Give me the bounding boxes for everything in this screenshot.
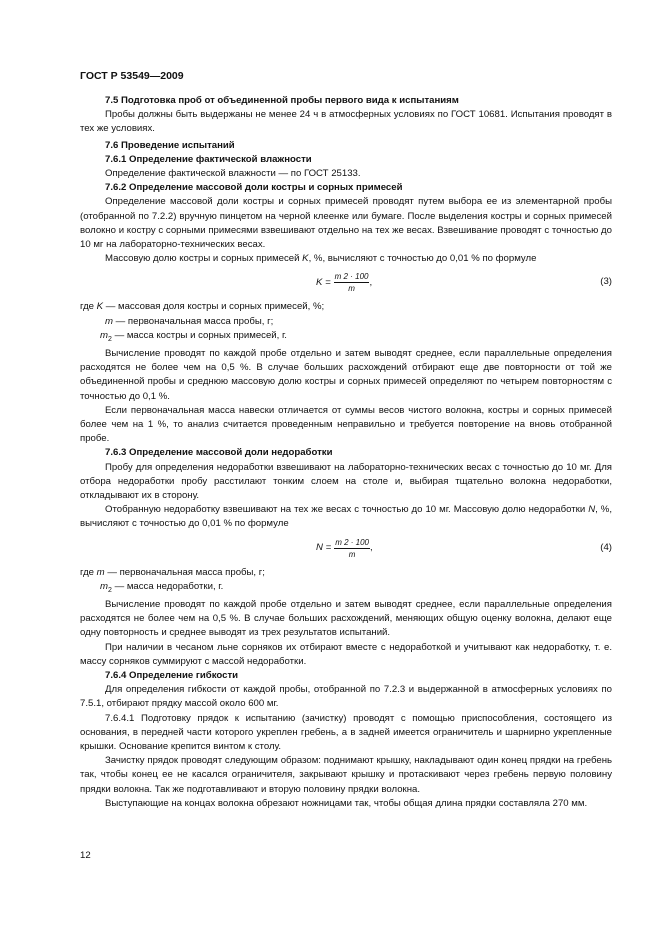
definition-k: где K — массовая доля костры и сорных примесей, %; xyxy=(80,301,325,313)
section-7-6-4-title: 7.6.4 Определение гибкости xyxy=(105,669,239,681)
section-7-6-3-formula-intro: Отобранную недоработку взвешивают на тех же весах с точностью до 10 мг. Массовую долю недоработки N, %, вычисляют с точностью до 0,01 % по формуле xyxy=(80,504,612,530)
section-7-6-2-formula-intro: Массовую долю костры и сорных примесей K, %, вычисляют с точностью до 0,01 % по формуле xyxy=(105,253,537,265)
page-content xyxy=(80,94,612,811)
formula-4-denominator: m xyxy=(348,549,356,559)
section-7-6-1-text: Определение фактической влажности — по ГОСТ 25133. xyxy=(105,168,361,180)
formula-4-number: (4) xyxy=(600,541,612,553)
document-header: ГОСТ Р 53549—2009 xyxy=(80,70,184,82)
formula-3-number: (3) xyxy=(600,276,612,288)
formula-4-fraction xyxy=(334,538,370,560)
section-7-6-3-calc-paragraph: Вычисление проводят по каждой пробе отдельно и затем выводят среднее, если параллельные определения расходятся не более чем на 0,5 %. В случае больших расхождений, меняющих общую оценку волокна, делают еще одну повторность и среднее выводят из трех результатов испытаний. xyxy=(80,598,612,639)
page-number: 12 xyxy=(80,850,91,861)
formula-3-denominator: m xyxy=(348,284,355,294)
formula-4 xyxy=(80,532,612,566)
definition-m-2: где m — первоначальная масса пробы, г; xyxy=(80,566,265,578)
definition-m2: $m_2$ — масса костры и сорных примесей, г. xyxy=(100,329,287,343)
formula-4-lhs: N = xyxy=(316,542,332,554)
section-7-6-2-calc-paragraph: Вычисление проводят по каждой пробе отдельно и затем выводят среднее, если параллельные определения расходятся не более чем на 0,5 %. В случае больших расхождений отбирают еще две повторности от той же объединенной пробы и среднюю массовую долю костры и сорных примесей определяют по четырем повторностям с точностью до 0,1 %. xyxy=(80,347,612,402)
section-7-6-4-1-paragraph: 7.6.4.1 Подготовку прядок к испытанию (зачистку) проводят с помощью приспособления, состоящего из основания, в передней части которого укреплен гребень, а в задней имеется ограничитель и шарнирно укрепленные крышки. Основание крепится винтом к столу. xyxy=(80,712,612,752)
formula-3-lhs: K = xyxy=(316,277,331,289)
section-7-6-3-weeds-paragraph: При наличии в чесаном льне сорняков их отбирают вместе с недоработкой и учитывают как недоработку, т. е. массу сорняков суммируют с массой недоработки. xyxy=(80,641,612,667)
section-7-6-3-title: 7.6.3 Определение массовой доли недоработки xyxy=(105,447,333,459)
section-7-6-2-title: 7.6.2 Определение массовой доли костры и сорных примесей xyxy=(105,182,403,194)
section-7-6-4-paragraph: Для определения гибкости от каждой пробы, отобранной по 7.2.3 и выдержанной в атмосферных условиях по 7.5.1, отбирают прядку массой около 600 мг. xyxy=(80,684,612,710)
formula-3 xyxy=(80,266,612,300)
formula-3-numerator: m 2 · 100 xyxy=(334,272,369,282)
section-7-6-4-trim-paragraph: Выступающие на концах волокна обрезают ножницами так, чтобы общая длина прядки составляла 270 мм. xyxy=(105,797,588,809)
formula-3-fraction xyxy=(334,272,373,294)
section-7-6-1-title: 7.6.1 Определение фактической влажности xyxy=(105,153,312,165)
formula-4-numerator: m 2 · 100 xyxy=(335,537,369,547)
definition-m2-2: $m_2$ — масса недоработки, г. xyxy=(100,580,224,594)
section-7-5-title: 7.5 Подготовка проб от объединенной пробы первого вида к испытаниям xyxy=(105,95,459,106)
section-7-6-3-paragraph: Пробу для определения недоработки взвешивают на лабораторно-технических весах с точностью до 10 мг. Для отбора недоработки пробу расстилают тонким слоем на столе и, выбирая тщательно волокна недоработки, откладывают их в сторону. xyxy=(80,461,612,501)
section-7-6-2-check-paragraph: Если первоначальная масса навески отличается от суммы весов чистого волокна, костры и сорных примесей более чем на 1 %, то анализ считается проведенным неправильно и требуется повторение на вновь отобранной пробе. xyxy=(80,404,612,445)
section-7-6-2-paragraph: Определение массовой доли костры и сорных примесей проводят путем выбора ее из элементарной пробы (отобранной по 7.2.2) вручную пинцетом на черной клеенке или бумаге. После выделения костры и сорных примесей волокно и костру с сорными примесями взвешивают отдельно на тех же весах. Взвешивание проводят с точностью до 10 мг на лабораторно-технических весах. xyxy=(80,196,612,251)
definition-m: m — первоначальная масса пробы, г; xyxy=(105,315,274,327)
section-7-6-4-cleaning-paragraph: Зачистку прядок проводят следующим образом: поднимают крышку, накладывают один конец прядки на гребень так, чтобы конец ее не касался ограничителя, закрывают крышку и протаскивают через гребень первую половину прядки волокна. Так же подготавливают и вторую половину прядки волокна. xyxy=(80,755,612,795)
section-7-5-text: Пробы должны быть выдержаны не менее 24 ч в атмосферных условиях по ГОСТ 10681. Испытания проводят в тех же условиях. xyxy=(80,109,612,135)
section-7-6-title: 7.6 Проведение испытаний xyxy=(105,139,235,151)
formula-4-comma: , xyxy=(370,542,373,554)
formula-3-comma: , xyxy=(369,277,373,289)
